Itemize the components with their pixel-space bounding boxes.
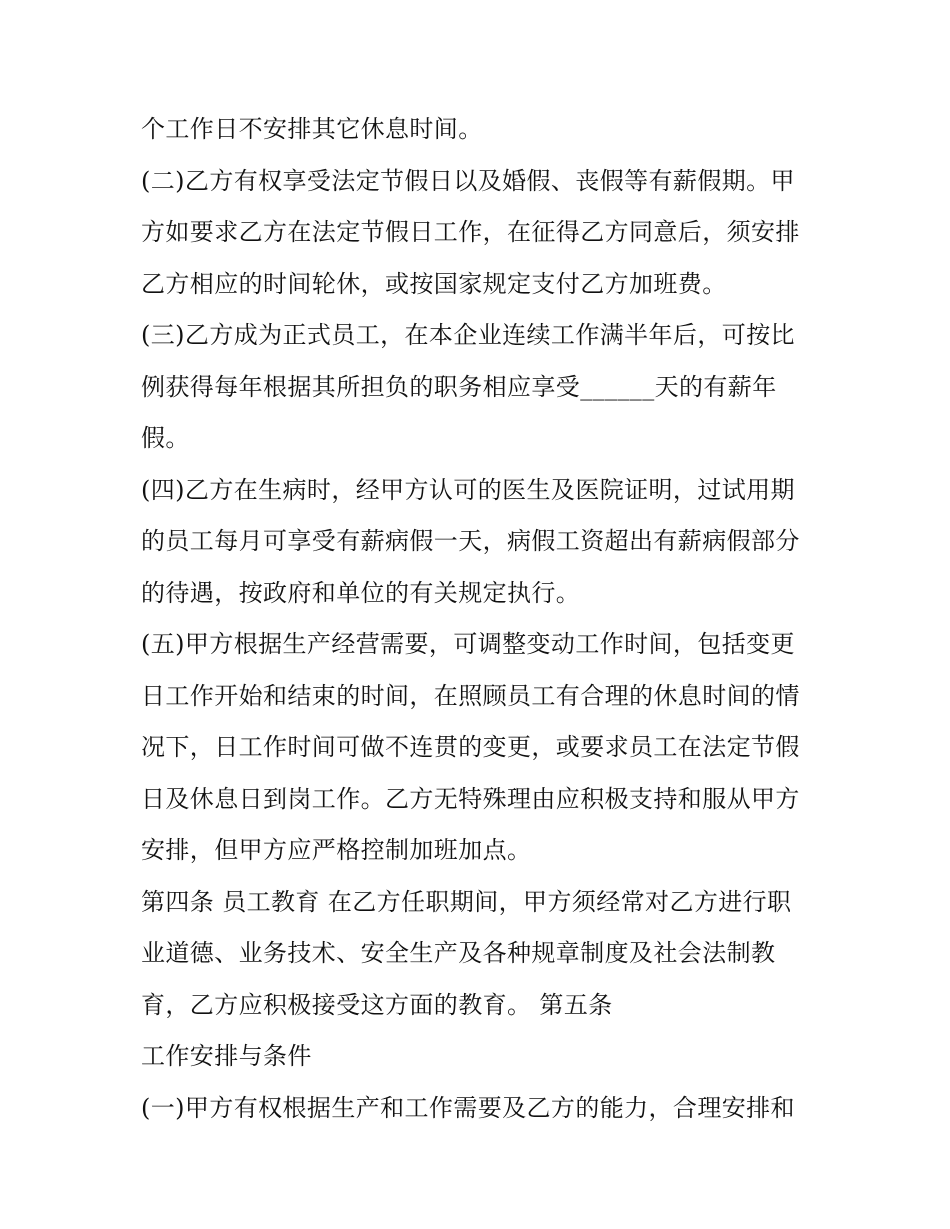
- text-line: 乙方相应的时间轮休，或按国家规定支付乙方加班费。: [141, 269, 727, 298]
- contract-text: [141, 107, 821, 1137]
- text-line: 工作安排与条件: [141, 1042, 312, 1070]
- text-line: 的待遇，按政府和单位的有关规定执行。: [141, 578, 581, 607]
- text-line: 个工作日不安排其它休息时间。: [141, 115, 483, 143]
- text-line: 日及休息日到岗工作。乙方无特殊理由应积极支持和服从甲方: [141, 784, 800, 813]
- text-line: (五)甲方根据生产经营需要，可调整变动工作时间，包括变更: [141, 630, 795, 658]
- text-line: 育，乙方应积极接受这方面的教育。 第五条: [141, 990, 613, 1019]
- text-line: 例获得每年根据其所担负的职务相应享受______天的有薪年: [141, 372, 777, 401]
- text-line: 安排，但甲方应严格控制加班加点。: [141, 836, 532, 864]
- text-line: (四)乙方在生病时，经甲方认可的医生及医院证明，过试用期: [141, 475, 795, 504]
- text-line: 业道德、业务技术、安全生产及各种规章制度及社会法制教: [141, 939, 776, 967]
- text-line: 假。: [141, 424, 190, 452]
- text-line: 方如要求乙方在法定节假日工作，在征得乙方同意后，须安排: [141, 218, 800, 246]
- text-line: (三)乙方成为正式员工，在本企业连续工作满半年后，可按比: [141, 321, 795, 349]
- text-line: 日工作开始和结束的时间，在照顾员工有合理的休息时间的情: [141, 681, 800, 710]
- text-line: 第四条 员工教育 在乙方任职期间，甲方须经常对乙方进行职: [141, 887, 792, 916]
- text-line: 况下，日工作时间可做不连贯的变更，或要求员工在法定节假: [141, 733, 800, 761]
- text-line: 的员工每月可享受有薪病假一天，病假工资超出有薪病假部分: [141, 527, 800, 555]
- text-line: (二)乙方有权享受法定节假日以及婚假、丧假等有薪假期。甲: [141, 166, 795, 195]
- text-line: (一)甲方有权根据生产和工作需要及乙方的能力，合理安排和: [141, 1093, 795, 1122]
